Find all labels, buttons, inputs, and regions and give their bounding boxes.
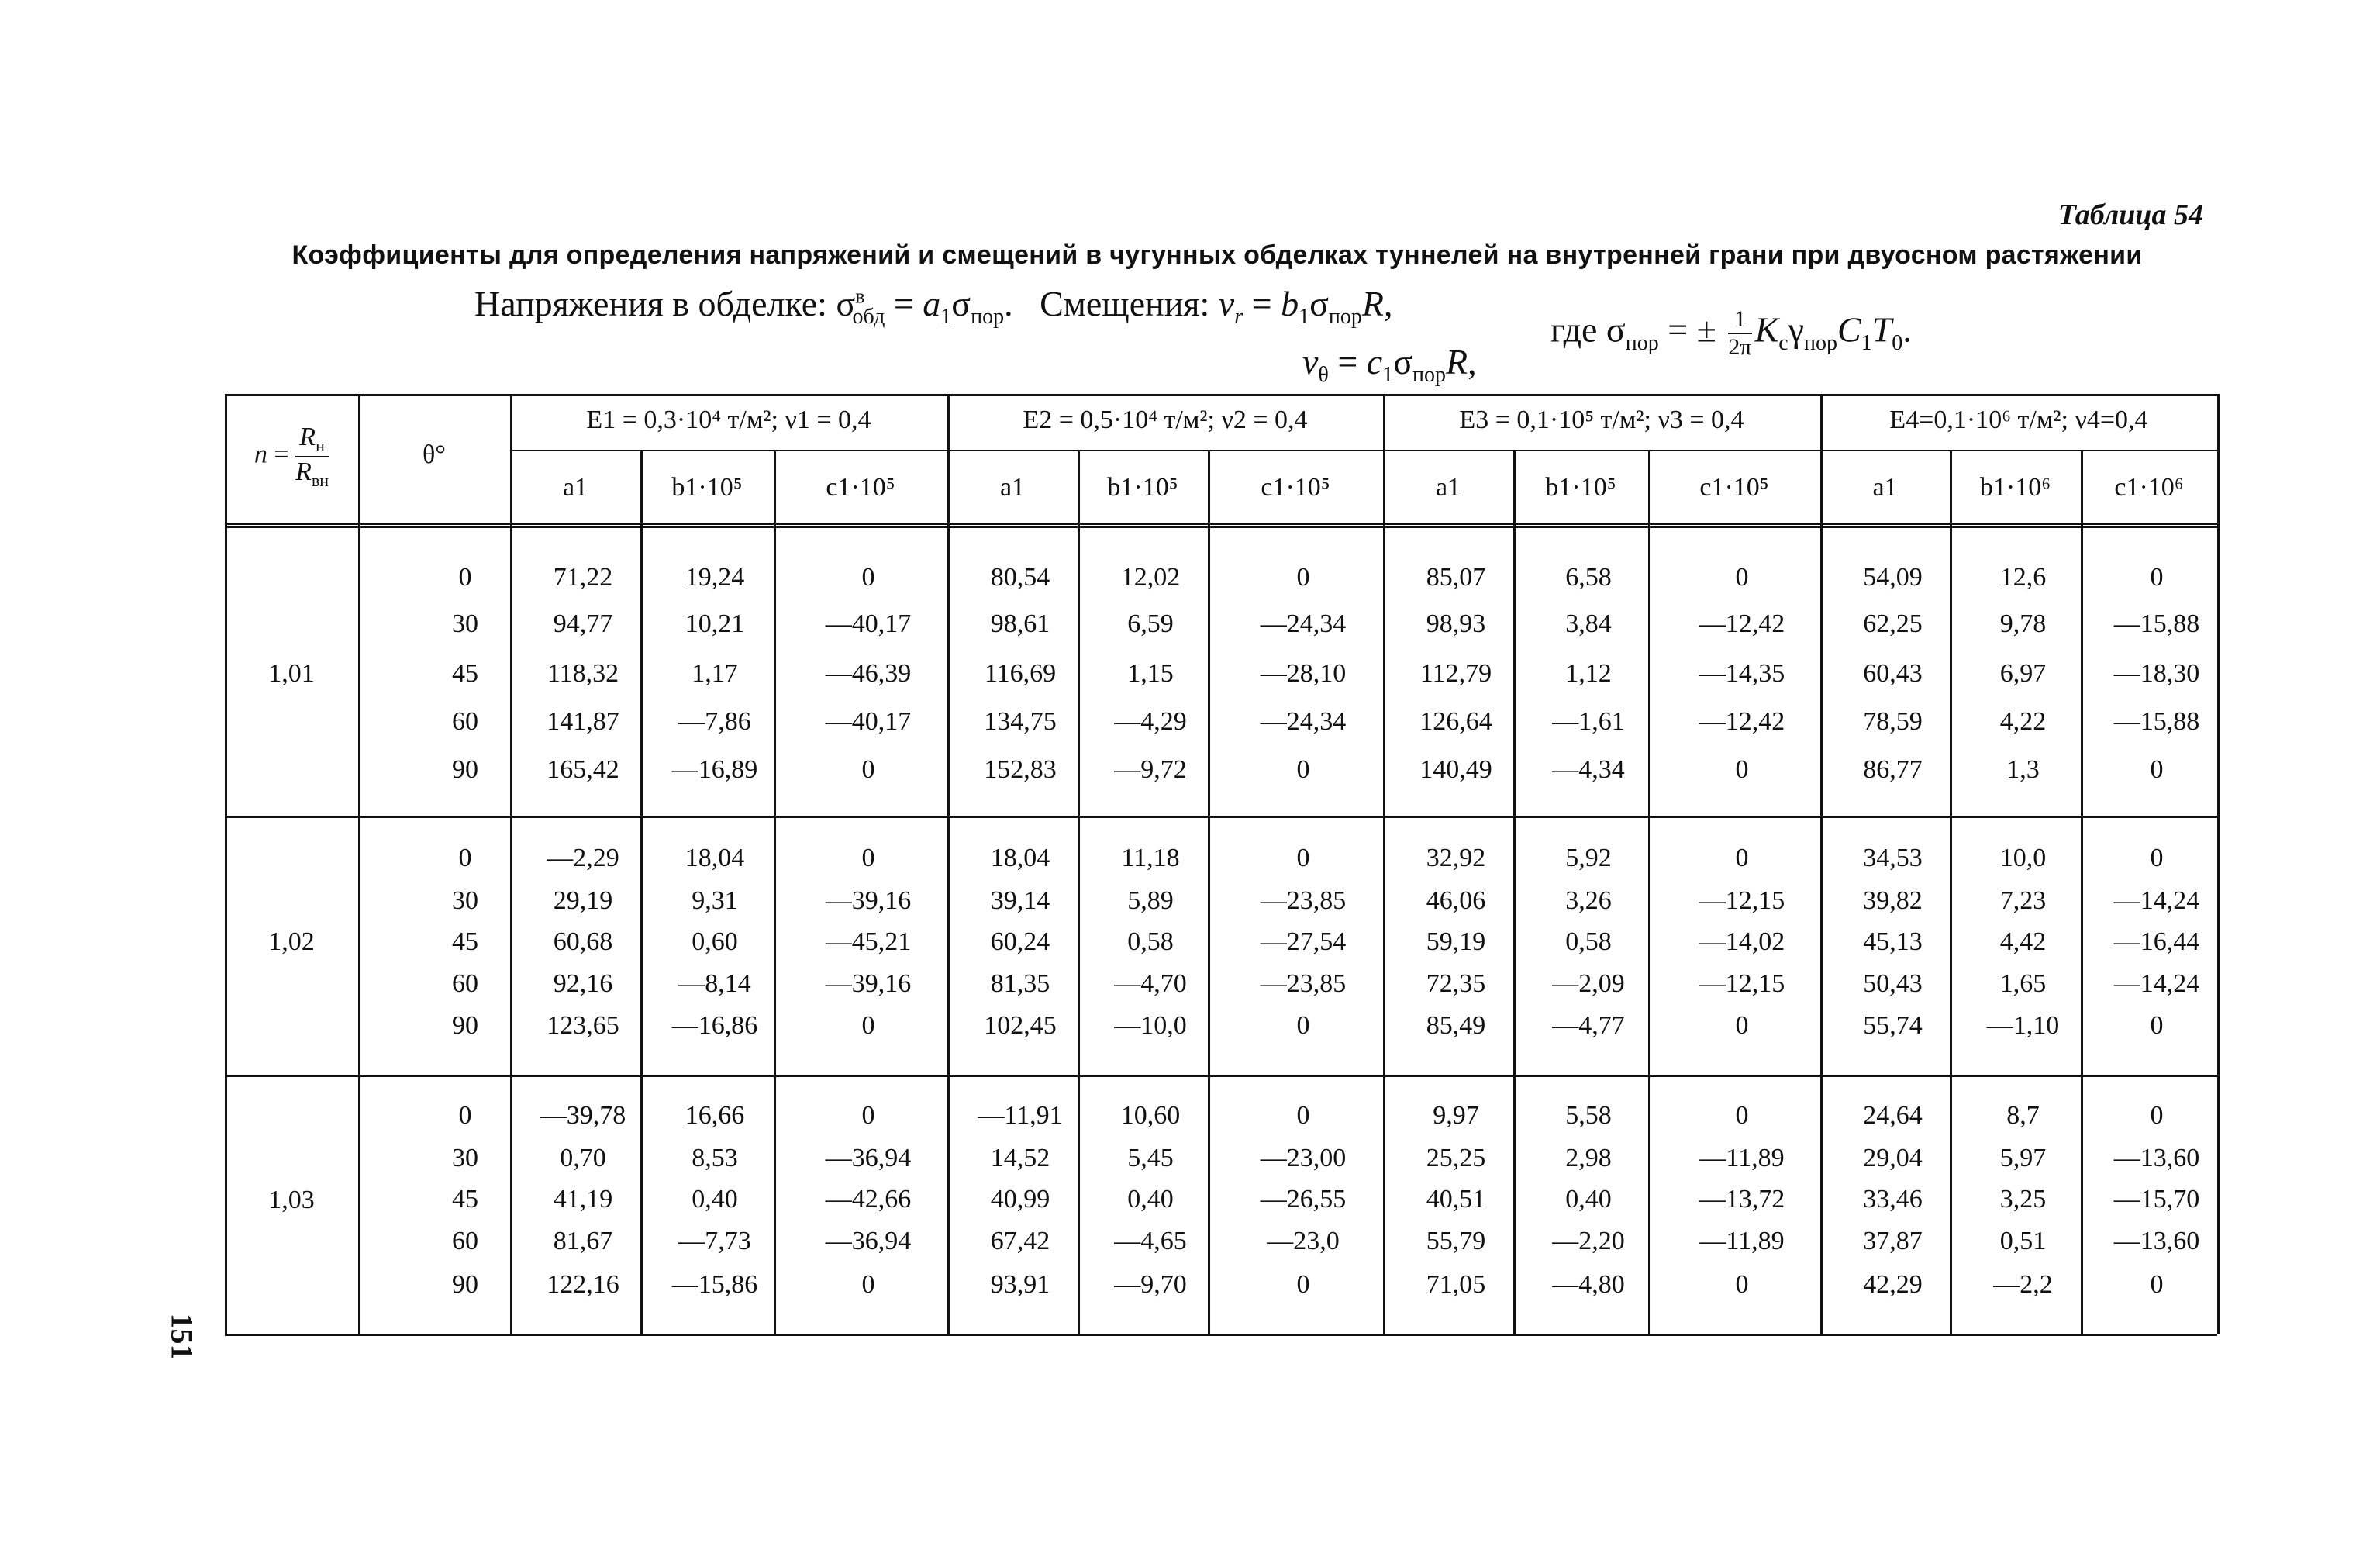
table-cell: 80,54 (990, 563, 1050, 592)
n-ratio-header: n = $R_н$ $R_{вн}$ (254, 423, 329, 490)
table-cell: 102,45 (984, 1011, 1057, 1040)
table-cell: 50,43 (1863, 969, 1923, 998)
header-bottom-rule-double (225, 526, 2217, 528)
table-cell: 18,04 (990, 844, 1050, 872)
table-cell: 67,42 (990, 1227, 1050, 1255)
table-cell: 10,21 (685, 609, 745, 638)
table-cell: 0 (1296, 755, 1310, 784)
table-cell: —36,94 (825, 1144, 912, 1172)
table-cell: 0 (1735, 1270, 1749, 1299)
table-bottom-rule (225, 1334, 2217, 1336)
table-cell: 18,04 (685, 844, 745, 872)
coefficient-column-header: a1 (999, 473, 1026, 502)
table-cell: 165,42 (547, 755, 619, 784)
table-cell: —45,21 (825, 927, 912, 956)
table-cell: —14,02 (1699, 927, 1785, 956)
table-cell: 60,24 (990, 927, 1050, 956)
table-cell: —4,77 (1552, 1011, 1625, 1040)
table-caption: Коэффициенты для определения напряжений и смещений в чугунных обделках туннелей на внутренней грани при двуосном растяжении (291, 240, 2143, 270)
table-cell: 40,99 (990, 1185, 1050, 1213)
table-cell: —16,89 (671, 755, 758, 784)
table-cell: —4,80 (1552, 1270, 1625, 1299)
table-cell: 0 (1296, 563, 1310, 592)
table-cell: 141,87 (547, 707, 619, 736)
table-cell: 140,49 (1419, 755, 1492, 784)
table-cell: 29,04 (1863, 1144, 1923, 1172)
coefficient-column-header: a1 (1872, 473, 1898, 502)
table-top-rule (225, 394, 2217, 396)
table-cell: 0,58 (1565, 927, 1612, 956)
table-cell: —23,00 (1260, 1144, 1347, 1172)
theta-value: 60 (452, 707, 478, 736)
n-ratio-value: 1,03 (268, 1186, 315, 1214)
table-cell: —12,15 (1699, 886, 1785, 915)
theta-value: 0 (458, 563, 472, 592)
table-cell: 6,97 (1999, 659, 2047, 688)
table-cell: 41,19 (553, 1185, 613, 1213)
table-cell: —14,24 (2113, 969, 2200, 998)
table-cell: —40,17 (825, 609, 912, 638)
table-cell: —16,44 (2113, 927, 2200, 956)
table-cell: 0 (861, 844, 875, 872)
table-cell: —4,34 (1552, 755, 1625, 784)
table-cell: 0 (861, 1101, 875, 1130)
block-separator (225, 816, 2217, 818)
table-cell: 5,97 (1999, 1144, 2047, 1172)
coefficient-column-header: b1·10⁶ (1979, 473, 2051, 502)
table-cell: 118,32 (547, 659, 619, 688)
table-cell: 78,59 (1863, 707, 1923, 736)
table-cell: —11,89 (1699, 1227, 1785, 1255)
table-cell: 1,12 (1565, 659, 1612, 688)
table-cell: 11,18 (1121, 844, 1180, 872)
theta-value: 30 (452, 1144, 478, 1172)
table-cell: 2,98 (1565, 1144, 1612, 1172)
table-cell: 25,25 (1426, 1144, 1486, 1172)
theta-value: 0 (458, 1101, 472, 1130)
table-cell: —8,14 (678, 969, 751, 998)
table-cell: 45,13 (1863, 927, 1923, 956)
table-cell: 152,83 (984, 755, 1057, 784)
table-cell: —2,2 (1993, 1270, 2053, 1299)
coefficient-column-header: b1·10⁵ (671, 473, 743, 502)
table-cell: 1,17 (692, 659, 738, 688)
modulus-group-header: E3 = 0,1·10⁵ т/м²; ν3 = 0,4 (1459, 406, 1744, 434)
coefficient-column-header: c1·10⁵ (1261, 473, 1330, 502)
table-cell: 10,60 (1120, 1101, 1181, 1130)
table-cell: —15,86 (671, 1270, 758, 1299)
table-cell: 0 (1735, 755, 1749, 784)
table-cell: 60,43 (1863, 659, 1923, 688)
theta-value: 90 (452, 755, 478, 784)
theta-value: 60 (452, 1227, 478, 1255)
coefficient-column-header: b1·10⁵ (1107, 473, 1178, 502)
table-cell: 39,82 (1863, 886, 1923, 915)
table-cell: —15,88 (2113, 609, 2200, 638)
theta-value: 90 (452, 1270, 478, 1299)
table-cell: —23,0 (1267, 1227, 1340, 1255)
coefficient-column-header: c1·10⁵ (826, 473, 895, 502)
table-cell: 0 (861, 1270, 875, 1299)
table-cell: 0 (1735, 844, 1749, 872)
table-cell: 16,66 (685, 1101, 745, 1130)
table-cell: —4,65 (1114, 1227, 1187, 1255)
table-label: Таблица 54 (2057, 199, 2203, 231)
table-cell: 94,77 (553, 609, 613, 638)
table-cell: —11,89 (1699, 1144, 1785, 1172)
table-cell: —4,29 (1114, 707, 1187, 736)
modulus-group-header: E2 = 0,5·10⁴ т/м²; ν2 = 0,4 (1023, 406, 1308, 434)
table-cell: —12,42 (1699, 609, 1785, 638)
table-cell: 12,6 (1999, 563, 2047, 592)
table-cell: 9,78 (1999, 609, 2047, 638)
table-cell: 0,40 (1565, 1185, 1612, 1213)
table-cell: 98,93 (1426, 609, 1486, 638)
table-cell: 0,58 (1127, 927, 1174, 956)
table-cell: —14,35 (1699, 659, 1785, 688)
table-cell: —36,94 (825, 1227, 912, 1255)
theta-value: 45 (452, 927, 478, 956)
table-cell: 4,22 (1999, 707, 2047, 736)
coefficient-column-header: c1·10⁵ (1699, 473, 1769, 502)
table-cell: 85,49 (1426, 1011, 1486, 1040)
table-cell: 86,77 (1863, 755, 1923, 784)
theta-value: 60 (452, 969, 478, 998)
table-cell: —7,86 (678, 707, 751, 736)
n-ratio-value: 1,01 (268, 659, 315, 688)
table-cell: 0,40 (1127, 1185, 1174, 1213)
table-cell: 126,64 (1419, 707, 1492, 736)
table-cell: 39,14 (990, 886, 1050, 915)
theta-value: 30 (452, 886, 478, 915)
table-cell: 6,59 (1127, 609, 1174, 638)
table-cell: —40,17 (825, 707, 912, 736)
table-cell: 0,40 (692, 1185, 738, 1213)
table-cell: 0 (2150, 755, 2164, 784)
table-cell: 60,68 (553, 927, 613, 956)
coefficient-column-header: a1 (1435, 473, 1461, 502)
table-cell: 0 (1296, 1270, 1310, 1299)
table-cell: —18,30 (2113, 659, 2200, 688)
table-cell: 1,3 (2006, 755, 2040, 784)
table-cell: —9,72 (1114, 755, 1187, 784)
table-cell: 0 (1296, 1101, 1310, 1130)
table-cell: —15,70 (2113, 1185, 2200, 1213)
table-cell: 10,0 (1999, 844, 2047, 872)
table-cell: 0 (1735, 563, 1749, 592)
table-cell: —23,85 (1260, 886, 1347, 915)
group-subheader-rule (510, 450, 2217, 451)
table-cell: 3,84 (1565, 609, 1612, 638)
modulus-group-header: E4=0,1·10⁶ т/м²; ν4=0,4 (1889, 406, 2148, 434)
table-cell: 5,45 (1127, 1144, 1174, 1172)
table-cell: 0,60 (692, 927, 738, 956)
table-cell: 46,06 (1426, 886, 1486, 915)
table-cell: —24,34 (1260, 609, 1347, 638)
table-cell: —11,91 (978, 1101, 1063, 1130)
table-cell: 0 (2150, 1270, 2164, 1299)
table-cell: 8,53 (692, 1144, 738, 1172)
table-cell: 19,24 (685, 563, 745, 592)
table-cell: —13,60 (2113, 1144, 2200, 1172)
table-cell: 8,7 (2006, 1101, 2040, 1130)
table-cell: 0 (861, 1011, 875, 1040)
table-cell: 37,87 (1863, 1227, 1923, 1255)
table-cell: 3,25 (1999, 1185, 2047, 1213)
table-cell: —1,61 (1552, 707, 1625, 736)
table-cell: 9,31 (692, 886, 738, 915)
theta-value: 90 (452, 1011, 478, 1040)
table-cell: —9,70 (1114, 1270, 1187, 1299)
table-cell: —27,54 (1260, 927, 1347, 956)
table-cell: —39,16 (825, 969, 912, 998)
table-cell: 0 (2150, 563, 2164, 592)
coefficient-column-header: a1 (562, 473, 588, 502)
table-cell: 5,92 (1565, 844, 1612, 872)
table-cell: 7,23 (1999, 886, 2047, 915)
table-cell: 81,35 (990, 969, 1050, 998)
table-cell: —15,88 (2113, 707, 2200, 736)
table-cell: —16,86 (671, 1011, 758, 1040)
table-cell: —2,09 (1552, 969, 1625, 998)
table-cell: 5,89 (1127, 886, 1174, 915)
table-cell: 0 (1296, 844, 1310, 872)
coefficient-column-header: c1·10⁶ (2114, 473, 2184, 502)
table-cell: 0 (1735, 1101, 1749, 1130)
table-cell: 0 (2150, 844, 2164, 872)
table-cell: —39,16 (825, 886, 912, 915)
table-cell: —12,42 (1699, 707, 1785, 736)
table-cell: —14,24 (2113, 886, 2200, 915)
table-cell: 116,69 (984, 659, 1057, 688)
table-cell: 0,70 (560, 1144, 606, 1172)
table-cell: 4,42 (1999, 927, 2047, 956)
theta-value: 0 (458, 844, 472, 872)
table-cell: 55,79 (1426, 1227, 1486, 1255)
table-cell: —13,72 (1699, 1185, 1785, 1213)
table-cell: 85,07 (1426, 563, 1486, 592)
table-cell: 98,61 (990, 609, 1050, 638)
table-cell: 6,58 (1565, 563, 1612, 592)
coefficient-column-header: b1·10⁵ (1545, 473, 1616, 502)
table-cell: 40,51 (1426, 1185, 1486, 1213)
table-cell: 34,53 (1863, 844, 1923, 872)
table-cell: 123,65 (547, 1011, 619, 1040)
table-cell: 92,16 (553, 969, 613, 998)
table-cell: —1,10 (1986, 1011, 2060, 1040)
table-cell: 29,19 (553, 886, 613, 915)
table-cell: —7,73 (678, 1227, 751, 1255)
table-cell: —39,78 (540, 1101, 626, 1130)
table-cell: —2,20 (1552, 1227, 1625, 1255)
table-cell: —13,60 (2113, 1227, 2200, 1255)
table-cell: 0 (1735, 1011, 1749, 1040)
table-cell: 134,75 (984, 707, 1057, 736)
table-cell: —12,15 (1699, 969, 1785, 998)
table-cell: 9,97 (1433, 1101, 1479, 1130)
table-cell: —42,66 (825, 1185, 912, 1213)
table-cell: 24,64 (1863, 1101, 1923, 1130)
table-cell: 42,29 (1863, 1270, 1923, 1299)
table-cell: 14,52 (990, 1144, 1050, 1172)
table-cell: 93,91 (990, 1270, 1050, 1299)
page-number: 151 (164, 1313, 200, 1360)
table-cell: —4,70 (1114, 969, 1187, 998)
n-ratio-value: 1,02 (268, 927, 315, 956)
table-cell: 62,25 (1863, 609, 1923, 638)
formula-sigma: где $\sigma_{пор}$ = ± $\frac{1}{2\pi}$ $K_c\gamma_{пор}C_1T_0$. (1550, 306, 1912, 360)
table-cell: 32,92 (1426, 844, 1486, 872)
table-cell: 5,58 (1565, 1101, 1612, 1130)
block-separator (225, 1075, 2217, 1077)
table-cell: 0 (861, 755, 875, 784)
table-cell: 112,79 (1419, 659, 1492, 688)
theta-header: θ° (423, 440, 446, 469)
table-cell: —23,85 (1260, 969, 1347, 998)
table-cell: 71,05 (1426, 1270, 1486, 1299)
table-cell: 72,35 (1426, 969, 1486, 998)
table-cell: 0 (2150, 1101, 2164, 1130)
table-cell: —2,29 (547, 844, 619, 872)
table-cell: 0 (861, 563, 875, 592)
table-cell: 0,51 (1999, 1227, 2047, 1255)
table-cell: 59,19 (1426, 927, 1486, 956)
table-cell: 54,09 (1863, 563, 1923, 592)
table-cell: —26,55 (1260, 1185, 1347, 1213)
table-cell: 1,65 (1999, 969, 2047, 998)
table-cell: 71,22 (553, 563, 613, 592)
table-cell: 1,15 (1127, 659, 1174, 688)
table-cell: 33,46 (1863, 1185, 1923, 1213)
formula-displacement-theta: $v_\theta = c_1\sigma_{пор}R$, (1302, 342, 1477, 388)
header-bottom-rule (225, 523, 2217, 525)
formula-stress: Напряжения в обделке: $\sigma^в_{обд} = a_1\sigma_{пор}$. Смещения: $v_r = b_1\sigma_{пор}R$, (474, 284, 1393, 330)
table-cell: —10,0 (1114, 1011, 1187, 1040)
table-cell: 12,02 (1120, 563, 1181, 592)
table-cell: —28,10 (1260, 659, 1347, 688)
table-cell: —24,34 (1260, 707, 1347, 736)
table-cell: 122,16 (547, 1270, 619, 1299)
table-cell: —46,39 (825, 659, 912, 688)
theta-value: 30 (452, 609, 478, 638)
table-cell: 0 (2150, 1011, 2164, 1040)
theta-value: 45 (452, 659, 478, 688)
table-cell: 81,67 (553, 1227, 613, 1255)
modulus-group-header: E1 = 0,3·10⁴ т/м²; ν1 = 0,4 (586, 406, 871, 434)
theta-value: 45 (452, 1185, 478, 1213)
table-cell: 3,26 (1565, 886, 1612, 915)
table-cell: 0 (1296, 1011, 1310, 1040)
table-cell: 55,74 (1863, 1011, 1923, 1040)
